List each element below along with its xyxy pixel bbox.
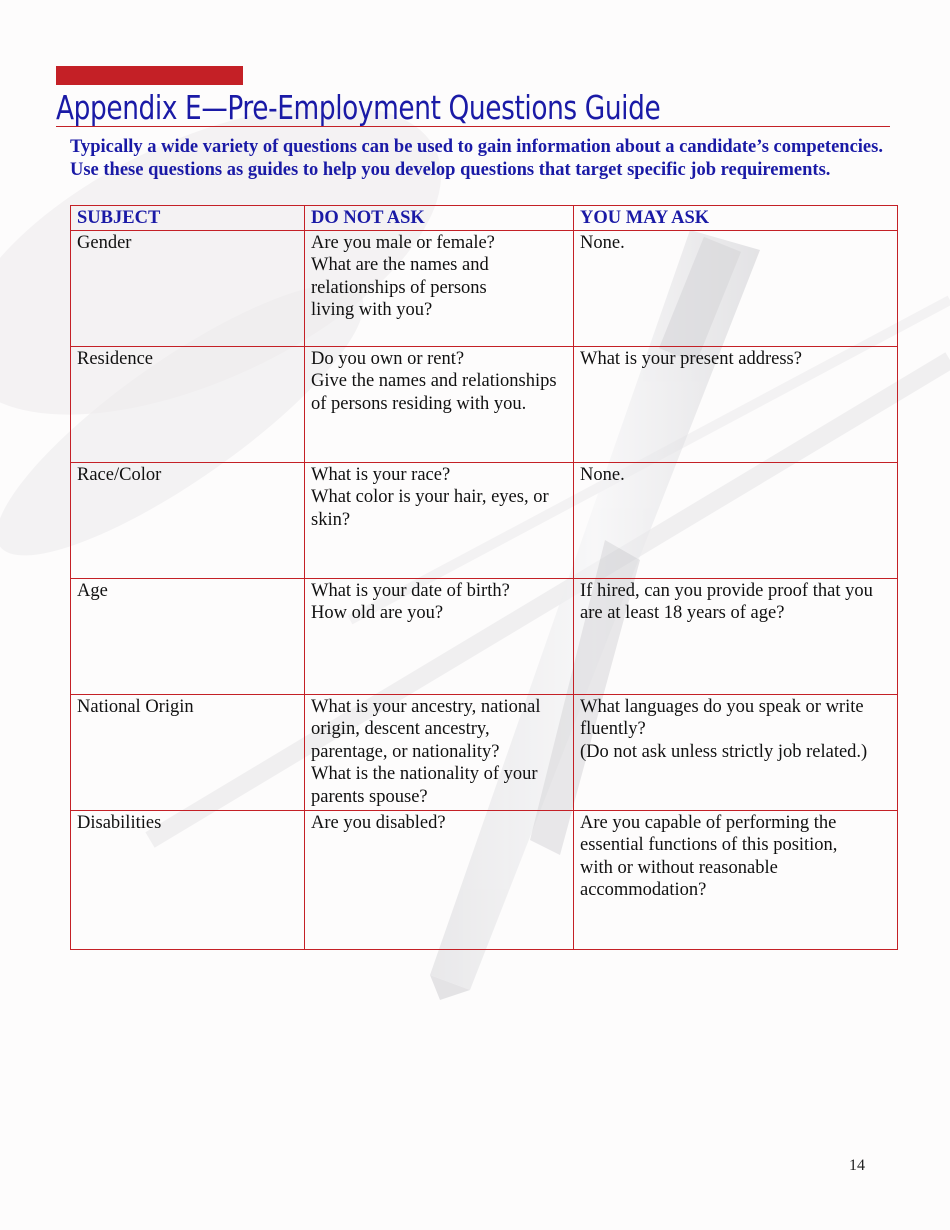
do-not-ask-cell <box>305 694 574 810</box>
header-you-may-ask: YOU MAY ASK <box>574 206 898 231</box>
do-not-ask-line: parents spouse? <box>311 786 428 807</box>
may-ask-line: None. <box>580 464 625 485</box>
may-ask-line: fluently? <box>580 719 646 739</box>
do-not-ask-cell <box>305 462 574 578</box>
do-not-ask-cell <box>305 230 574 346</box>
may-ask-line: What is your present address? <box>580 348 802 369</box>
subject-cell: Disabilities <box>71 810 305 949</box>
do-not-ask-line: What color is your hair, eyes, or <box>311 487 549 507</box>
header-accent-bar <box>56 66 243 85</box>
may-ask-line: Are you capable of performing the <box>580 812 837 833</box>
do-not-ask-line: of persons residing with you. <box>311 393 527 414</box>
may-ask-line: with or without reasonable <box>580 857 778 878</box>
header-subject: SUBJECT <box>71 206 305 231</box>
page-title: Appendix E—Pre-Employment Questions Guide <box>56 88 661 127</box>
intro-paragraph: Typically a wide variety of questions can be used to gain information about a candidate’s competencies. Use these questions as guides to help you develop questions that target specific job requirements. <box>70 137 883 180</box>
subject-cell: Race/Color <box>71 462 305 578</box>
header-do-not-ask: DO NOT ASK <box>305 206 574 231</box>
table-row-age <box>71 578 898 694</box>
may-ask-cell <box>574 810 898 949</box>
do-not-ask-line: skin? <box>311 509 351 530</box>
do-not-ask-cell <box>305 578 574 694</box>
table-row-residence <box>71 346 898 462</box>
subject-cell: Gender <box>71 230 305 346</box>
table-row-disabilities <box>71 810 898 949</box>
table-header-row <box>71 206 898 231</box>
may-ask-cell <box>574 694 898 810</box>
title-underline <box>56 126 890 127</box>
do-not-ask-line: Are you male or female? <box>311 232 495 253</box>
table-row-race-color <box>71 462 898 578</box>
subject-cell: National Origin <box>71 694 305 810</box>
may-ask-line: essential functions of this position, <box>580 835 838 855</box>
do-not-ask-line: What is your race? <box>311 464 451 485</box>
may-ask-line: (Do not ask unless strictly job related.) <box>580 741 868 762</box>
table-row-gender <box>71 230 898 346</box>
do-not-ask-cell <box>305 346 574 462</box>
page-number: 14 <box>849 1157 865 1174</box>
may-ask-cell <box>574 346 898 462</box>
do-not-ask-line: Are you disabled? <box>311 812 446 833</box>
subject-cell: Residence <box>71 346 305 462</box>
do-not-ask-line: What is your date of birth? <box>311 580 510 601</box>
may-ask-line: None. <box>580 232 625 253</box>
do-not-ask-line: origin, descent ancestry, <box>311 719 490 739</box>
may-ask-cell <box>574 578 898 694</box>
do-not-ask-line: parentage, or nationality? <box>311 741 500 762</box>
may-ask-cell <box>574 230 898 346</box>
may-ask-cell <box>574 462 898 578</box>
do-not-ask-line: How old are you? <box>311 603 444 623</box>
do-not-ask-line: Do you own or rent? <box>311 348 465 369</box>
do-not-ask-line: relationships of persons <box>311 277 487 298</box>
may-ask-line: If hired, can you provide proof that you <box>580 580 873 601</box>
do-not-ask-line: What is the nationality of your <box>311 764 538 784</box>
may-ask-line: are at least 18 years of age? <box>580 603 785 623</box>
do-not-ask-line: What is your ancestry, national <box>311 696 541 717</box>
subject-cell: Age <box>71 578 305 694</box>
may-ask-line: accommodation? <box>580 880 707 900</box>
table-row-national-origin <box>71 694 898 810</box>
do-not-ask-cell <box>305 810 574 949</box>
do-not-ask-line: What are the names and <box>311 255 489 275</box>
do-not-ask-line: living with you? <box>311 300 433 320</box>
do-not-ask-line: Give the names and relationships <box>311 371 557 391</box>
questions-guide-table <box>70 205 898 950</box>
may-ask-line: What languages do you speak or write <box>580 696 864 717</box>
